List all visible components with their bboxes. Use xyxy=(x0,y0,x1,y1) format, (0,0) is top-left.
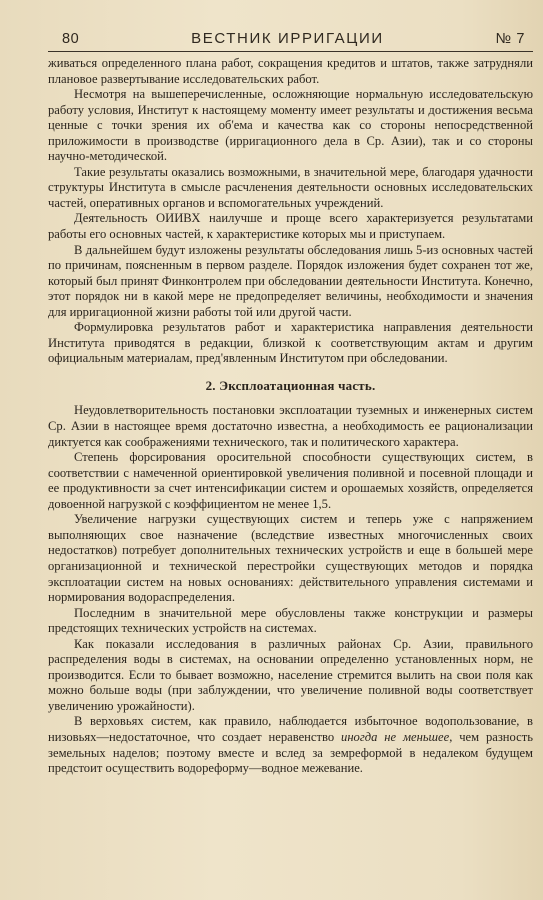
paragraph-4: Деятельность ОИИВХ наилучше и проще всего характеризуется результатами работы его основных частей, к характеристике которых мы и приступаем. xyxy=(48,211,533,242)
paragraph-12-emphasis: иногда не меньшее xyxy=(341,729,450,744)
paragraph-9: Увеличение нагрузки существующих систем и теперь уже с напряжением выполняющих свое назначение (вследствие известных многочисленных своих недостатков) потребует дополнительных технических устройств и еще в большей мере организационной и технической перестройки существующих методов и порядка эксплоатации систем на новых основаниях: действительного управления системами и нормирования водораспределения. xyxy=(48,512,533,605)
paragraph-1: живаться определенного плана работ, сокращения кредитов и штатов, также затрудняли плановое развертывание исследовательских работ. xyxy=(48,56,533,86)
section-heading: 2. Эксплоатационная часть. xyxy=(205,377,376,393)
issue-number: № 7 xyxy=(495,31,525,47)
running-head xyxy=(48,30,533,48)
page-number: 80 xyxy=(62,31,80,47)
paragraph-10: Последним в значительной мере обусловлены также конструкции и размеры предстоящих технических устройств на системах. xyxy=(48,605,533,636)
paragraph-6: Формулировка результатов работ и характеристика направления деятельности Института приводятся в редакции, близкой к соответствующим актам и другим официальным материалам, пред'явленным Институтом при обследовании. xyxy=(48,320,533,366)
paragraph-2: Несмотря на вышеперечисленные, осложняющие нормальную исследовательскую работу условия, Институт к настоящему моменту имеет результаты и достижения весьма ценные с точки зрения их об'ема и качества как со стороны непосредственной приложимости в производстве (ирригационного дела в Ср. Азии), так и со стороны научно-методической. xyxy=(48,87,533,164)
journal-title: ВЕСТНИК ИРРИГАЦИИ xyxy=(191,30,384,47)
paragraph-12-part-2: , чем разность земельных наделов; поэтому вместе и вслед за земреформой в недалеком будущем предстоит осуществить водореформу—водное межевание. xyxy=(48,729,533,776)
paragraph-5: В дальнейшем будут изложены результаты обследования лишь 5-из основных частей по причинам, поясненным в первом разделе. Порядок изложения будет сохранен тот же, который был принят Финконтролем при обследовании деятельности Института. Конечно, этот порядок ни в какой мере не предопределяет величины, необходимости и значения для ирригационной жизни работы той или другой части. xyxy=(48,242,533,319)
paragraph-3: Такие результаты оказались возможными, в значительной мере, благодаря удачности структуры Института в смысле расчленения деятельности основных исследовательских частей, оперативных органов и вспомогательных учреждений. xyxy=(48,164,533,210)
paragraph-12 xyxy=(48,714,533,776)
body-text xyxy=(48,56,533,777)
paragraph-7: Неудовлетворительность постановки эксплоатации туземных и инженерных систем Ср. Азии в настоящее время достаточно известна, а необходимость ее рационализации диктуется как соображениями технического, так и политического характера. xyxy=(48,403,533,449)
paragraph-12-part-1: В верховьях систем, как правило, наблюдается избыточное водопользование, в низовьях—недостаточное, что создает неравенство xyxy=(48,714,533,744)
paragraph-8: Степень форсирования оросительной способности существующих систем, в соответствии с намеченной ориентировкой увеличения поливной и посевной площади и ее продуктивности за счет интенсификации систем и орошаемых хозяйств, определяется довоенной нагрузкой с коэффициентом не менее 1,5. xyxy=(48,450,533,511)
header-rule xyxy=(48,51,533,52)
paragraph-11: Как показали исследования в различных районах Ср. Азии, правильного распределения воды в системах, на основании определенно установленных норм, не производится. Если то бывает возможно, население стремится вылить на свои поля как можно больше воды (при заблуждении, что увеличение поливной воды соответствует увеличению урожайности). xyxy=(48,636,533,713)
